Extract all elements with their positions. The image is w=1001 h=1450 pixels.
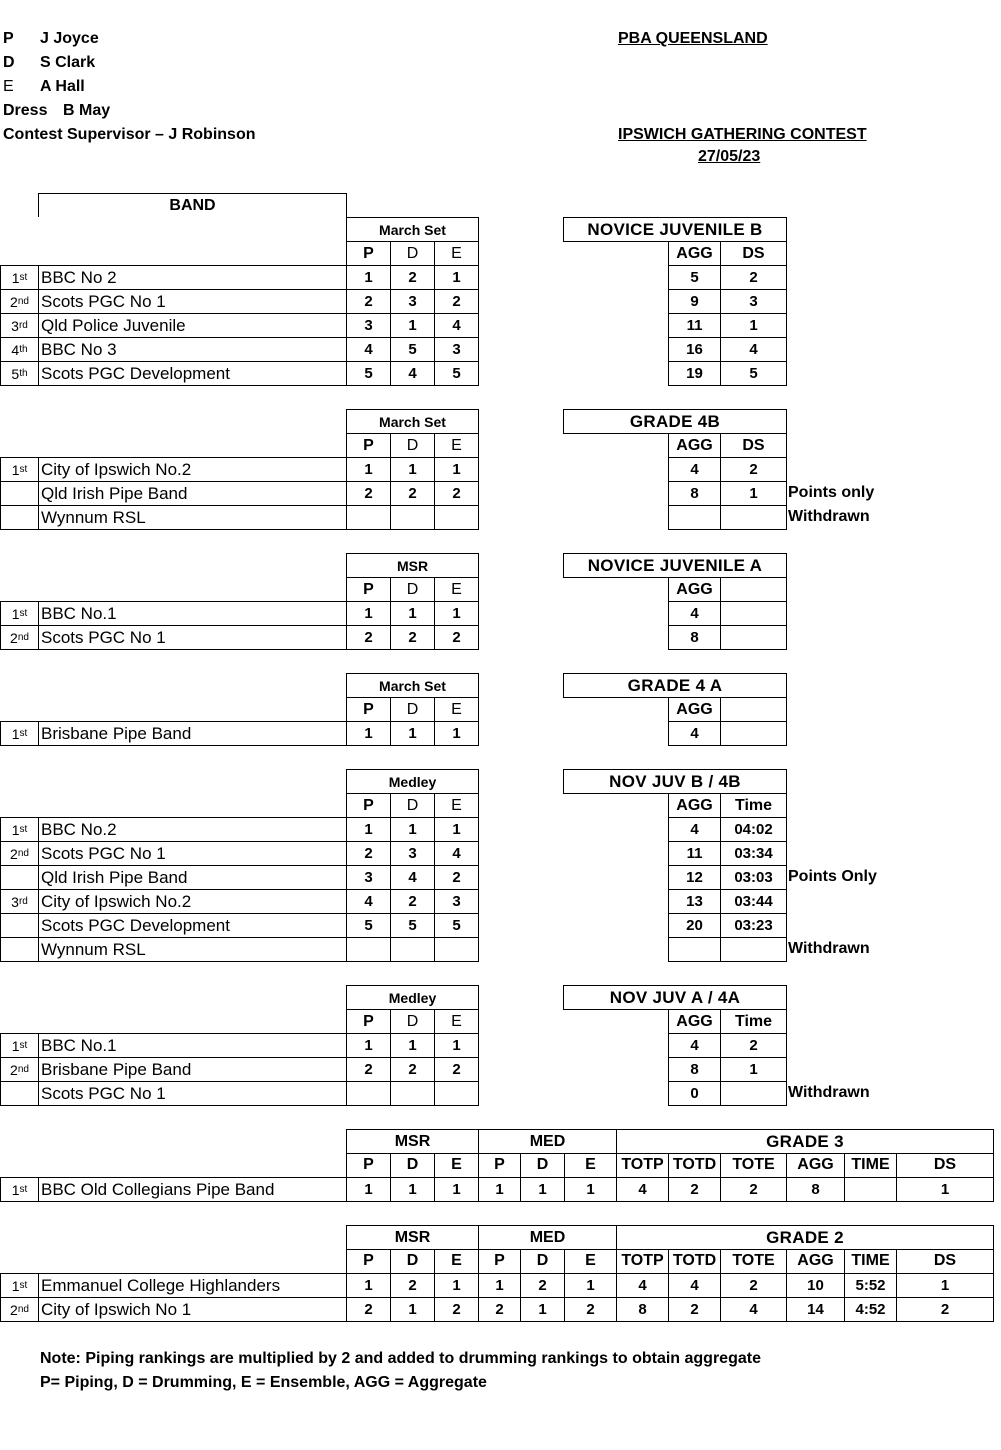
band-name: Scots PGC No 1 — [38, 841, 347, 866]
piping-rank: 2 — [346, 289, 391, 314]
total-drumming: 2 — [668, 1177, 721, 1202]
col-header-p: P — [346, 793, 391, 818]
total-drumming: 4 — [668, 1273, 721, 1298]
band-name: BBC No.1 — [38, 1033, 347, 1058]
event-header: Medley — [346, 985, 479, 1010]
drumming-rank: 4 — [390, 865, 435, 890]
band-name: City of Ipswich No.2 — [38, 457, 347, 482]
piping-rank: 1 — [346, 817, 391, 842]
ds-value: 2 — [896, 1297, 994, 1322]
ds-value: 1 — [720, 313, 787, 338]
med-drumming: 2 — [520, 1273, 565, 1298]
ensemble-rank: 2 — [434, 481, 479, 506]
rank-cell: 2 nd — [0, 289, 39, 314]
col-header-agg: AGG — [786, 1153, 845, 1178]
piping-rank: 2 — [346, 625, 391, 650]
aggregate-value: 4 — [668, 1033, 721, 1058]
msr-drumming: 2 — [390, 1273, 435, 1298]
drumming-rank: 1 — [390, 721, 435, 746]
ensemble-rank: 2 — [434, 625, 479, 650]
official-role: D — [3, 54, 15, 71]
col-header-e: E — [434, 793, 479, 818]
official-name: S Clark — [40, 54, 96, 71]
msr-piping: 1 — [346, 1273, 391, 1298]
ensemble-rank — [434, 505, 479, 530]
drumming-rank — [390, 505, 435, 530]
ensemble-rank — [434, 1081, 479, 1106]
rank-number: 2 — [10, 1301, 18, 1318]
drumming-rank: 1 — [390, 817, 435, 842]
msr-header: MSR — [346, 1129, 479, 1154]
col-header-p: P — [478, 1249, 521, 1274]
col-header-e: E — [434, 577, 479, 602]
rank-cell: 2 nd — [0, 625, 39, 650]
col-header-ds: DS — [896, 1249, 994, 1274]
ensemble-rank: 1 — [434, 1033, 479, 1058]
aggregate-value: 4 — [668, 601, 721, 626]
col-header-d: D — [390, 1009, 435, 1034]
grade-header: NOVICE JUVENILE B — [563, 217, 787, 242]
ds-value: 1 — [896, 1273, 994, 1298]
col-header-p: P — [346, 241, 391, 266]
rank-number: 1 — [11, 1037, 20, 1054]
rank-cell: 1 st — [0, 1033, 39, 1058]
rank-cell — [0, 481, 39, 506]
grade-header: NOV JUV B / 4B — [563, 769, 787, 794]
aggregate-value — [668, 937, 721, 962]
time-value — [720, 937, 787, 962]
time-value: 04:02 — [720, 817, 787, 842]
ensemble-rank: 3 — [434, 889, 479, 914]
col-header-agg: AGG — [668, 793, 721, 818]
aggregate-value: 4 — [668, 721, 721, 746]
official-name: B May — [63, 102, 111, 119]
ds-value: 2 — [720, 265, 787, 290]
ensemble-rank: 1 — [434, 265, 479, 290]
aggregate-value: 8 — [668, 625, 721, 650]
ds-value: 1 — [720, 481, 787, 506]
band-name: Scots PGC No 1 — [38, 625, 347, 650]
col-header-p: P — [478, 1153, 521, 1178]
band-name: Scots PGC Development — [38, 361, 347, 386]
status-note: Points only — [788, 484, 875, 501]
col-header-d: D — [520, 1249, 565, 1274]
total-piping: 4 — [616, 1273, 669, 1298]
aggregate-value: 14 — [786, 1297, 845, 1322]
rank-cell: 1 st — [0, 265, 39, 290]
event-header: March Set — [346, 217, 479, 242]
time-value — [844, 1177, 897, 1202]
col-header-time: Time — [720, 793, 787, 818]
ensemble-rank: 2 — [434, 865, 479, 890]
org-title: PBA QUEENSLAND — [618, 30, 768, 47]
rank-number: 2 — [10, 293, 18, 310]
rank-cell: 3 rd — [0, 889, 39, 914]
msr-drumming: 1 — [390, 1177, 435, 1202]
status-note: Withdrawn — [788, 508, 870, 525]
rank-cell — [0, 865, 39, 890]
ensemble-rank: 4 — [434, 841, 479, 866]
rank-number: 1 — [11, 1181, 20, 1198]
col-header-d: D — [390, 577, 435, 602]
band-name: Scots PGC No 1 — [38, 289, 347, 314]
msr-drumming: 1 — [390, 1297, 435, 1322]
drumming-rank — [390, 937, 435, 962]
piping-rank: 5 — [346, 361, 391, 386]
band-name: BBC No.1 — [38, 601, 347, 626]
col-header-d: D — [390, 241, 435, 266]
aggregate-value: 13 — [668, 889, 721, 914]
ensemble-rank: 1 — [434, 457, 479, 482]
msr-header: MSR — [346, 1225, 479, 1250]
abbreviation-legend: P= Piping, D = Drumming, E = Ensemble, AGG = Aggregate — [40, 1374, 487, 1391]
col-header-totd: TOTD — [668, 1249, 721, 1274]
grade-header: NOVICE JUVENILE A — [563, 553, 787, 578]
rank-cell: 2 nd — [0, 1057, 39, 1082]
med-ensemble: 1 — [564, 1177, 617, 1202]
aggregate-value: 20 — [668, 913, 721, 938]
official-name: J Joyce — [40, 30, 99, 47]
aggregate-value: 11 — [668, 841, 721, 866]
total-ensemble: 4 — [720, 1297, 787, 1322]
band-name: BBC Old Collegians Pipe Band — [38, 1177, 347, 1202]
ensemble-rank: 2 — [434, 289, 479, 314]
rank-cell: 3 rd — [0, 313, 39, 338]
ds-value: 4 — [720, 337, 787, 362]
band-name: BBC No.2 — [38, 817, 347, 842]
band-name: Brisbane Pipe Band — [38, 721, 347, 746]
piping-rank: 4 — [346, 889, 391, 914]
rank-cell — [0, 505, 39, 530]
col-header-agg: AGG — [668, 1009, 721, 1034]
piping-rank — [346, 937, 391, 962]
col-header-time: TIME — [844, 1249, 897, 1274]
col-header-agg: AGG — [668, 697, 721, 722]
band-name: City of Ipswich No.2 — [38, 889, 347, 914]
band-name: Scots PGC No 1 — [38, 1081, 347, 1106]
msr-ensemble: 2 — [434, 1297, 479, 1322]
rank-cell: 1 st — [0, 601, 39, 626]
aggregate-value: 8 — [668, 1057, 721, 1082]
aggregate-value: 9 — [668, 289, 721, 314]
msr-ensemble: 1 — [434, 1273, 479, 1298]
aggregate-value: 16 — [668, 337, 721, 362]
col-header-e: E — [434, 1249, 479, 1274]
ensemble-rank: 1 — [434, 721, 479, 746]
total-ensemble: 2 — [720, 1177, 787, 1202]
aggregate-value: 0 — [668, 1081, 721, 1106]
piping-rank: 1 — [346, 601, 391, 626]
official-role: E — [3, 78, 14, 95]
aggregate-value: 10 — [786, 1273, 845, 1298]
piping-rank: 1 — [346, 721, 391, 746]
col-header-tote: TOTE — [720, 1153, 787, 1178]
drumming-rank: 5 — [390, 913, 435, 938]
time-value: 4:52 — [844, 1297, 897, 1322]
drumming-rank: 2 — [390, 265, 435, 290]
rank-number: 2 — [10, 1061, 18, 1078]
med-header: MED — [478, 1129, 617, 1154]
rank-number: 1 — [11, 461, 20, 478]
band-name: City of Ipswich No 1 — [38, 1297, 347, 1322]
rank-cell: 1 st — [0, 457, 39, 482]
total-ensemble: 2 — [720, 1273, 787, 1298]
status-note: Withdrawn — [788, 940, 870, 957]
total-piping: 4 — [616, 1177, 669, 1202]
col-header-d: D — [390, 793, 435, 818]
ensemble-rank: 2 — [434, 1057, 479, 1082]
aggregate-value — [668, 505, 721, 530]
col-header-e: E — [434, 433, 479, 458]
aggregate-value: 8 — [786, 1177, 845, 1202]
aggregate-value: 19 — [668, 361, 721, 386]
col-header-ds: DS — [720, 241, 787, 266]
ensemble-rank: 3 — [434, 337, 479, 362]
col-header-p: P — [346, 697, 391, 722]
ensemble-rank: 1 — [434, 601, 479, 626]
band-name: Emmanuel College Highlanders — [38, 1273, 347, 1298]
total-drumming: 2 — [668, 1297, 721, 1322]
grade-header: GRADE 2 — [616, 1225, 994, 1250]
status-note: Points Only — [788, 868, 877, 885]
status-note: Withdrawn — [788, 1084, 870, 1101]
ds-value: 3 — [720, 289, 787, 314]
drumming-rank: 4 — [390, 361, 435, 386]
col-header-d: D — [390, 1153, 435, 1178]
col-header-d: D — [390, 697, 435, 722]
band-name: Qld Irish Pipe Band — [38, 481, 347, 506]
time-value: 03:23 — [720, 913, 787, 938]
col-header-agg: AGG — [668, 433, 721, 458]
piping-rank: 3 — [346, 313, 391, 338]
piping-rank: 2 — [346, 1057, 391, 1082]
time-value: 2 — [720, 1033, 787, 1058]
aggregate-note: Note: Piping rankings are multiplied by 2 and added to drumming rankings to obtain aggregate — [40, 1350, 761, 1367]
aggregate-value: 11 — [668, 313, 721, 338]
rank-cell: 1 st — [0, 1273, 39, 1298]
band-name: Wynnum RSL — [38, 937, 347, 962]
grade-header: NOV JUV A / 4A — [563, 985, 787, 1010]
drumming-rank: 2 — [390, 1057, 435, 1082]
time-value: 03:44 — [720, 889, 787, 914]
col-header-blank — [720, 577, 787, 602]
col-header-e: E — [434, 697, 479, 722]
col-header-totd: TOTD — [668, 1153, 721, 1178]
med-piping: 2 — [478, 1297, 521, 1322]
col-header-d: D — [390, 1249, 435, 1274]
time-value: 03:34 — [720, 841, 787, 866]
rank-number: 2 — [10, 629, 18, 646]
aggregate-value: 8 — [668, 481, 721, 506]
aggregate-value: 5 — [668, 265, 721, 290]
drumming-rank: 2 — [390, 481, 435, 506]
band-name: BBC No 3 — [38, 337, 347, 362]
col-header-p: P — [346, 577, 391, 602]
drumming-rank: 3 — [390, 841, 435, 866]
rank-number: 1 — [11, 1277, 20, 1294]
msr-ensemble: 1 — [434, 1177, 479, 1202]
band-column-header: BAND — [38, 193, 347, 217]
band-name: Brisbane Pipe Band — [38, 1057, 347, 1082]
col-header-p: P — [346, 1153, 391, 1178]
rank-number: 3 — [11, 317, 19, 334]
grade-header: GRADE 3 — [616, 1129, 994, 1154]
official-role: Dress — [3, 102, 48, 119]
piping-rank: 5 — [346, 913, 391, 938]
rank-cell — [0, 913, 39, 938]
ensemble-rank: 5 — [434, 913, 479, 938]
ds-value: 5 — [720, 361, 787, 386]
event-header: MSR — [346, 553, 479, 578]
rank-cell: 1 st — [0, 817, 39, 842]
col-header-d: D — [520, 1153, 565, 1178]
piping-rank: 3 — [346, 865, 391, 890]
rank-number: 1 — [11, 725, 20, 742]
total-piping: 8 — [616, 1297, 669, 1322]
drumming-rank: 2 — [390, 625, 435, 650]
drumming-rank: 1 — [390, 1033, 435, 1058]
piping-rank: 4 — [346, 337, 391, 362]
band-name: Qld Police Juvenile — [38, 313, 347, 338]
rank-cell: 4 th — [0, 337, 39, 362]
drumming-rank: 3 — [390, 289, 435, 314]
piping-rank — [346, 505, 391, 530]
band-name: Scots PGC Development — [38, 913, 347, 938]
event-header: March Set — [346, 409, 479, 434]
rank-number: 1 — [11, 269, 20, 286]
rank-cell: 2 nd — [0, 841, 39, 866]
piping-rank: 1 — [346, 457, 391, 482]
col-header-totp: TOTP — [616, 1153, 669, 1178]
rank-number: 1 — [11, 821, 20, 838]
ensemble-rank: 4 — [434, 313, 479, 338]
med-header: MED — [478, 1225, 617, 1250]
med-piping: 1 — [478, 1177, 521, 1202]
ensemble-rank: 5 — [434, 361, 479, 386]
band-name: Qld Irish Pipe Band — [38, 865, 347, 890]
event-header: March Set — [346, 673, 479, 698]
ensemble-rank — [434, 937, 479, 962]
col-header-p: P — [346, 1009, 391, 1034]
rank-cell: 5 th — [0, 361, 39, 386]
col-header-p: P — [346, 433, 391, 458]
piping-rank — [346, 1081, 391, 1106]
band-name: Wynnum RSL — [38, 505, 347, 530]
contest-date: 27/05/23 — [698, 148, 761, 165]
col-header-blank — [720, 697, 787, 722]
contest-supervisor: Contest Supervisor – J Robinson — [3, 126, 256, 143]
drumming-rank: 1 — [390, 457, 435, 482]
rank-cell — [0, 937, 39, 962]
rank-cell: 2 nd — [0, 1297, 39, 1322]
msr-piping: 2 — [346, 1297, 391, 1322]
time-value — [720, 1081, 787, 1106]
col-header-e: E — [434, 1009, 479, 1034]
piping-rank: 2 — [346, 481, 391, 506]
official-role: P — [3, 30, 14, 47]
grade-header: GRADE 4 A — [563, 673, 787, 698]
time-value: 1 — [720, 1057, 787, 1082]
med-ensemble: 1 — [564, 1273, 617, 1298]
drumming-rank — [390, 1081, 435, 1106]
col-header-tote: TOTE — [720, 1249, 787, 1274]
grade-header: GRADE 4B — [563, 409, 787, 434]
rank-number: 3 — [11, 893, 19, 910]
rank-cell: 1 st — [0, 1177, 39, 1202]
drumming-rank: 5 — [390, 337, 435, 362]
med-drumming: 1 — [520, 1297, 565, 1322]
col-header-e: E — [434, 1153, 479, 1178]
empty-cell — [720, 721, 787, 746]
rank-cell — [0, 1081, 39, 1106]
col-header-ds: DS — [720, 433, 787, 458]
col-header-ds: DS — [896, 1153, 994, 1178]
ds-value — [720, 505, 787, 530]
contest-title: IPSWICH GATHERING CONTEST — [618, 126, 867, 143]
col-header-agg: AGG — [668, 241, 721, 266]
piping-rank: 2 — [346, 841, 391, 866]
col-header-time: TIME — [844, 1153, 897, 1178]
col-header-totp: TOTP — [616, 1249, 669, 1274]
event-header: Medley — [346, 769, 479, 794]
time-value: 03:03 — [720, 865, 787, 890]
aggregate-value: 12 — [668, 865, 721, 890]
official-name: A Hall — [40, 78, 85, 95]
drumming-rank: 1 — [390, 313, 435, 338]
rank-number: 4 — [11, 341, 20, 358]
rank-number: 2 — [10, 845, 18, 862]
drumming-rank: 2 — [390, 889, 435, 914]
msr-piping: 1 — [346, 1177, 391, 1202]
med-piping: 1 — [478, 1273, 521, 1298]
col-header-e: E — [434, 241, 479, 266]
col-header-time: Time — [720, 1009, 787, 1034]
col-header-d: D — [390, 433, 435, 458]
rank-cell: 1 st — [0, 721, 39, 746]
band-name: BBC No 2 — [38, 265, 347, 290]
aggregate-value: 4 — [668, 817, 721, 842]
empty-cell — [720, 601, 787, 626]
col-header-agg: AGG — [786, 1249, 845, 1274]
med-ensemble: 2 — [564, 1297, 617, 1322]
ds-value: 2 — [720, 457, 787, 482]
drumming-rank: 1 — [390, 601, 435, 626]
med-drumming: 1 — [520, 1177, 565, 1202]
rank-number: 5 — [11, 365, 20, 382]
aggregate-value: 4 — [668, 457, 721, 482]
col-header-agg: AGG — [668, 577, 721, 602]
ds-value: 1 — [896, 1177, 994, 1202]
col-header-p: P — [346, 1249, 391, 1274]
piping-rank: 1 — [346, 265, 391, 290]
time-value: 5:52 — [844, 1273, 897, 1298]
col-header-e: E — [564, 1249, 617, 1274]
col-header-e: E — [564, 1153, 617, 1178]
rank-number: 1 — [11, 605, 20, 622]
piping-rank: 1 — [346, 1033, 391, 1058]
empty-cell — [720, 625, 787, 650]
ensemble-rank: 1 — [434, 817, 479, 842]
